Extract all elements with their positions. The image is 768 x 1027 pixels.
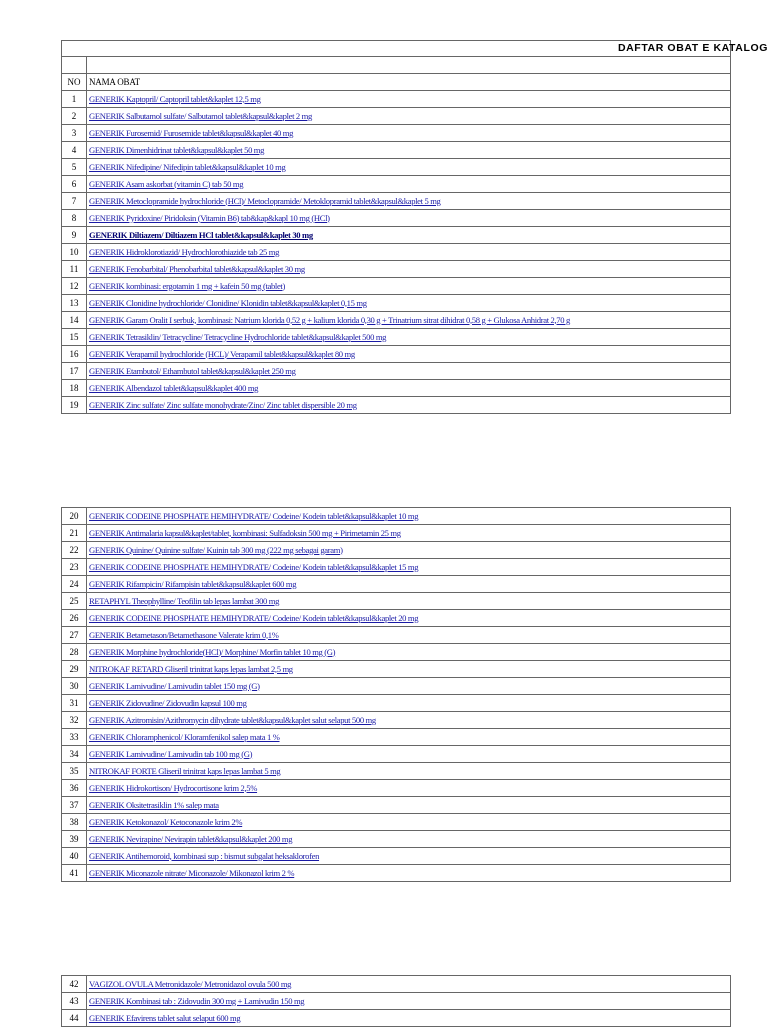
drug-link[interactable]: GENERIK Hidroklorotiazid/ Hydrochlorothiazide tab 25 mg (89, 246, 280, 257)
drug-link[interactable]: GENERIK Azitromisin/Azithromycin dihydrate tablet&kapsul&kaplet salut selaput 500 mg (89, 714, 376, 725)
drug-link[interactable]: GENERIK Kaptopril/ Captopril tablet&kaplet 12,5 mg (89, 93, 261, 104)
drug-row (62, 312, 731, 329)
row-number: 9 (62, 227, 87, 244)
row-number: 42 (62, 976, 87, 993)
drug-link[interactable]: VAGIZOL OVULA Metronidazole/ Metronidazol ovula 500 mg (89, 978, 292, 989)
drug-name-cell (87, 1010, 731, 1027)
drug-link[interactable]: GENERIK Lamivudine/ Lamivudin tab 100 mg (G) (89, 748, 253, 759)
row-number: 16 (62, 346, 87, 363)
drug-name-cell (87, 593, 731, 610)
drug-link[interactable]: GENERIK Nevirapine/ Nevirapin tablet&kapsul&kaplet 200 mg (89, 833, 293, 844)
drug-name-cell (87, 508, 731, 525)
row-number: 35 (62, 763, 87, 780)
drug-link[interactable]: GENERIK Quinine/ Quinine sulfate/ Kuinin tab 300 mg (222 mg sebagai garam) (89, 544, 343, 555)
drug-row (62, 797, 731, 814)
row-number: 27 (62, 627, 87, 644)
drug-link[interactable]: GENERIK Metoclopramide hydrochloride (HCl)/ Metoclopramide/ Metoklopramid tablet&kapsul&kaplet 5 mg (89, 195, 441, 206)
drug-link[interactable]: GENERIK Lamivudine/ Lamivudin tablet 150 mg (G) (89, 680, 260, 691)
drug-link[interactable]: GENERIK CODEINE PHOSPHATE HEMIHYDRATE/ Codeine/ Kodein tablet&kapsul&kaplet 15 mg (89, 561, 419, 572)
drug-name-cell (87, 91, 731, 108)
drug-row (62, 780, 731, 797)
drug-row (62, 712, 731, 729)
drug-row (62, 729, 731, 746)
drug-link[interactable]: GENERIK Furosemid/ Furosemide tablet&kapsul&kaplet 40 mg (89, 127, 294, 138)
drug-row (62, 108, 731, 125)
drug-link[interactable]: GENERIK Ketokonazol/ Ketoconazole krim 2% (89, 816, 243, 827)
drug-name-cell (87, 695, 731, 712)
drug-link[interactable]: NITROKAF FORTE Gliseril trinitrat kaps lepas lambat 5 mg (89, 765, 281, 776)
drug-row (62, 91, 731, 108)
row-number: 23 (62, 559, 87, 576)
drug-link[interactable]: GENERIK Antihemoroid, kombinasi sup : bismut subgalat heksaklorofen (89, 850, 320, 861)
drug-name-cell (87, 576, 731, 593)
row-number: 44 (62, 1010, 87, 1027)
drug-row (62, 814, 731, 831)
drug-table-3 (61, 975, 731, 1027)
drug-name-cell (87, 397, 731, 414)
drug-name-cell (87, 244, 731, 261)
drug-name-cell (87, 993, 731, 1010)
row-number: 26 (62, 610, 87, 627)
drug-row (62, 542, 731, 559)
drug-row (62, 610, 731, 627)
blank-cell (62, 57, 87, 74)
drug-link[interactable]: GENERIK Etambutol/ Ethambutol tablet&kapsul&kaplet 250 mg (89, 365, 296, 376)
drug-link[interactable]: GENERIK Chloramphenicol/ Kloramfenikol salep mata 1 % (89, 731, 280, 742)
drug-link[interactable]: GENERIK Albendazol tablet&kapsul&kaplet 400 mg (89, 382, 259, 393)
drug-link[interactable]: GENERIK Clonidine hydrochloride/ Clonidine/ Klonidin tablet&kapsul&kaplet 0,15 mg (89, 297, 367, 308)
row-number: 28 (62, 644, 87, 661)
drug-row (62, 244, 731, 261)
row-number: 10 (62, 244, 87, 261)
drug-row (62, 627, 731, 644)
row-number: 31 (62, 695, 87, 712)
drug-row (62, 329, 731, 346)
drug-link[interactable]: GENERIK Betametason/Betamethasone Valerate krim 0,1% (89, 629, 279, 640)
row-number: 25 (62, 593, 87, 610)
drug-row (62, 210, 731, 227)
drug-name-cell (87, 295, 731, 312)
drug-row (62, 559, 731, 576)
drug-link[interactable]: GENERIK Zinc sulfate/ Zinc sulfate monohydrate/Zinc/ Zinc tablet dispersible 20 mg (89, 399, 357, 410)
drug-name-cell (87, 610, 731, 627)
drug-row (62, 397, 731, 414)
drug-name-cell (87, 763, 731, 780)
row-number: 36 (62, 780, 87, 797)
title-row (62, 41, 731, 57)
drug-name-cell (87, 712, 731, 729)
row-number: 4 (62, 142, 87, 159)
drug-row (62, 278, 731, 295)
document-title: DAFTAR OBAT E KATALOG (617, 42, 768, 54)
row-number: 38 (62, 814, 87, 831)
drug-row (62, 1010, 731, 1027)
drug-name-cell (87, 831, 731, 848)
drug-row (62, 993, 731, 1010)
drug-row (62, 593, 731, 610)
drug-row (62, 193, 731, 210)
drug-name-cell (87, 678, 731, 695)
drug-row (62, 363, 731, 380)
row-number: 5 (62, 159, 87, 176)
drug-name-cell (87, 559, 731, 576)
drug-link[interactable]: GENERIK Antimalaria kapsul&kaplet/tablet, kombinasi: Sulfadoksin 500 mg + Pirimetamin 25 mg (89, 527, 401, 538)
drug-name-cell (87, 108, 731, 125)
row-number: 15 (62, 329, 87, 346)
drug-name-cell (87, 525, 731, 542)
drug-name-cell (87, 848, 731, 865)
row-number: 29 (62, 661, 87, 678)
drug-name-cell (87, 644, 731, 661)
row-number: 8 (62, 210, 87, 227)
drug-row (62, 261, 731, 278)
drug-row (62, 576, 731, 593)
header-name: NAMA OBAT (87, 74, 731, 91)
drug-link[interactable]: NITROKAF RETARD Gliseril trinitrat kaps lepas lambat 2,5 mg (89, 663, 293, 674)
drug-name-cell (87, 729, 731, 746)
drug-name-cell (87, 542, 731, 559)
drug-link[interactable]: GENERIK Fenobarbital/ Phenobarbital tablet&kapsul&kaplet 30 mg (89, 263, 305, 274)
drug-link[interactable]: GENERIK Zidovudine/ Zidovudin kapsul 100 mg (89, 697, 247, 708)
drug-link[interactable]: GENERIK Pyridoxine/ Piridoksin (Vitamin B6) tab&kap&kapl 10 mg (HCl) (89, 212, 330, 223)
drug-row (62, 125, 731, 142)
drug-table-2 (61, 507, 731, 882)
drug-link[interactable]: GENERIK Miconazole nitrate/ Miconazole/ Mikonazol krim 2 % (89, 867, 295, 878)
drug-row (62, 763, 731, 780)
row-number: 6 (62, 176, 87, 193)
drug-name-cell (87, 814, 731, 831)
header-row (62, 74, 731, 91)
drug-name-cell (87, 797, 731, 814)
drug-table-1 (61, 40, 768, 414)
row-number: 18 (62, 380, 87, 397)
row-number: 34 (62, 746, 87, 763)
row-number: 33 (62, 729, 87, 746)
row-number: 39 (62, 831, 87, 848)
drug-link[interactable]: RETAPHYL Theophylline/ Teofilin tab lepas lambat 300 mg (89, 595, 280, 606)
drug-link[interactable]: GENERIK Garam Oralit I serbuk, kombinasi: Natrium klorida 0,52 g + kalium klorida 0,30 g + Trinatrium sitrat dihidrat 0,58 g + Glukosa Anhidrat 2,70 g (89, 314, 570, 325)
row-number: 12 (62, 278, 87, 295)
drug-name-cell (87, 627, 731, 644)
row-number: 11 (62, 261, 87, 278)
row-number: 43 (62, 993, 87, 1010)
row-number: 24 (62, 576, 87, 593)
drug-name-cell (87, 278, 731, 295)
drug-name-cell (87, 125, 731, 142)
drug-row (62, 227, 731, 244)
row-number: 22 (62, 542, 87, 559)
drug-link[interactable]: GENERIK Efavirens tablet salut selaput 600 mg (89, 1012, 241, 1023)
row-number: 20 (62, 508, 87, 525)
row-number: 32 (62, 712, 87, 729)
drug-link[interactable]: GENERIK kombinasi: ergotamin 1 mg + kafein 50 mg (tablet) (89, 280, 285, 291)
drug-row (62, 346, 731, 363)
drug-link[interactable]: GENERIK Nifedipine/ Nifedipin tablet&kapsul&kaplet 10 mg (89, 161, 286, 172)
row-number: 37 (62, 797, 87, 814)
drug-row (62, 695, 731, 712)
row-number: 2 (62, 108, 87, 125)
document-title-cell (62, 41, 768, 57)
drug-row (62, 661, 731, 678)
drug-row (62, 831, 731, 848)
drug-name-cell (87, 380, 731, 397)
drug-row (62, 848, 731, 865)
drug-name-cell (87, 780, 731, 797)
drug-row (62, 176, 731, 193)
drug-link[interactable]: GENERIK Verapamil hydrochloride (HCL)/ Verapamil tablet&kapsul&kaplet 80 mg (89, 348, 355, 359)
drug-name-cell (87, 329, 731, 346)
header-no: NO (62, 74, 87, 91)
row-number: 3 (62, 125, 87, 142)
drug-row (62, 865, 731, 882)
drug-link[interactable]: GENERIK Oksitetrasiklin 1% salep mata (89, 799, 219, 810)
drug-link[interactable]: GENERIK Dimenhidrinat tablet&kapsul&kaplet 50 mg (89, 144, 265, 155)
drug-link[interactable]: GENERIK Asam askorbat (vitamin C) tab 50 mg (89, 178, 244, 189)
drug-link[interactable]: GENERIK CODEINE PHOSPHATE HEMIHYDRATE/ Codeine/ Kodein tablet&kapsul&kaplet 20 mg (89, 612, 419, 623)
drug-name-cell (87, 227, 731, 244)
blank-cell (87, 57, 731, 74)
drug-link[interactable]: GENERIK Hidrokortison/ Hydrocortisone krim 2,5% (89, 782, 258, 793)
drug-link[interactable]: GENERIK Kombinasi tab : Zidovudin 300 mg + Lamivudin 150 mg (89, 995, 305, 1006)
drug-row (62, 976, 731, 993)
drug-row (62, 295, 731, 312)
drug-link[interactable]: GENERIK Morphine hydrochloride(HCl)/ Morphine/ Morfin tablet 10 mg (G) (89, 646, 336, 657)
drug-link[interactable]: GENERIK Tetrasiklin/ Tetracycline/ Tetracycline Hydrochloride tablet&kapsul&kaplet 500 mg (89, 331, 387, 342)
drug-row (62, 644, 731, 661)
row-number: 7 (62, 193, 87, 210)
drug-row (62, 746, 731, 763)
drug-name-cell (87, 661, 731, 678)
row-number: 17 (62, 363, 87, 380)
drug-name-cell (87, 312, 731, 329)
drug-link[interactable]: GENERIK CODEINE PHOSPHATE HEMIHYDRATE/ Codeine/ Kodein tablet&kapsul&kaplet 10 mg (89, 510, 419, 521)
drug-link[interactable]: GENERIK Rifampicin/ Rifampisin tablet&kapsul&kaplet 600 mg (89, 578, 297, 589)
drug-name-cell (87, 142, 731, 159)
drug-name-cell (87, 865, 731, 882)
drug-name-cell (87, 210, 731, 227)
drug-row (62, 508, 731, 525)
drug-name-cell (87, 159, 731, 176)
row-number: 1 (62, 91, 87, 108)
drug-row (62, 380, 731, 397)
drug-name-cell (87, 363, 731, 380)
drug-name-cell (87, 176, 731, 193)
blank-row (62, 57, 731, 74)
row-number: 40 (62, 848, 87, 865)
drug-row (62, 159, 731, 176)
drug-name-cell (87, 261, 731, 278)
drug-link[interactable]: GENERIK Diltiazem/ Diltiazem HCl tablet&kapsul&kaplet 30 mg (89, 229, 313, 240)
row-number: 13 (62, 295, 87, 312)
row-number: 14 (62, 312, 87, 329)
row-number: 19 (62, 397, 87, 414)
row-number: 41 (62, 865, 87, 882)
drug-name-cell (87, 976, 731, 993)
row-number: 21 (62, 525, 87, 542)
drug-name-cell (87, 346, 731, 363)
row-number: 30 (62, 678, 87, 695)
drug-row (62, 678, 731, 695)
drug-link[interactable]: GENERIK Salbutamol sulfate/ Salbutamol tablet&kapsul&kaplet 2 mg (89, 110, 312, 121)
drug-name-cell (87, 746, 731, 763)
drug-name-cell (87, 193, 731, 210)
drug-row (62, 142, 731, 159)
drug-row (62, 525, 731, 542)
